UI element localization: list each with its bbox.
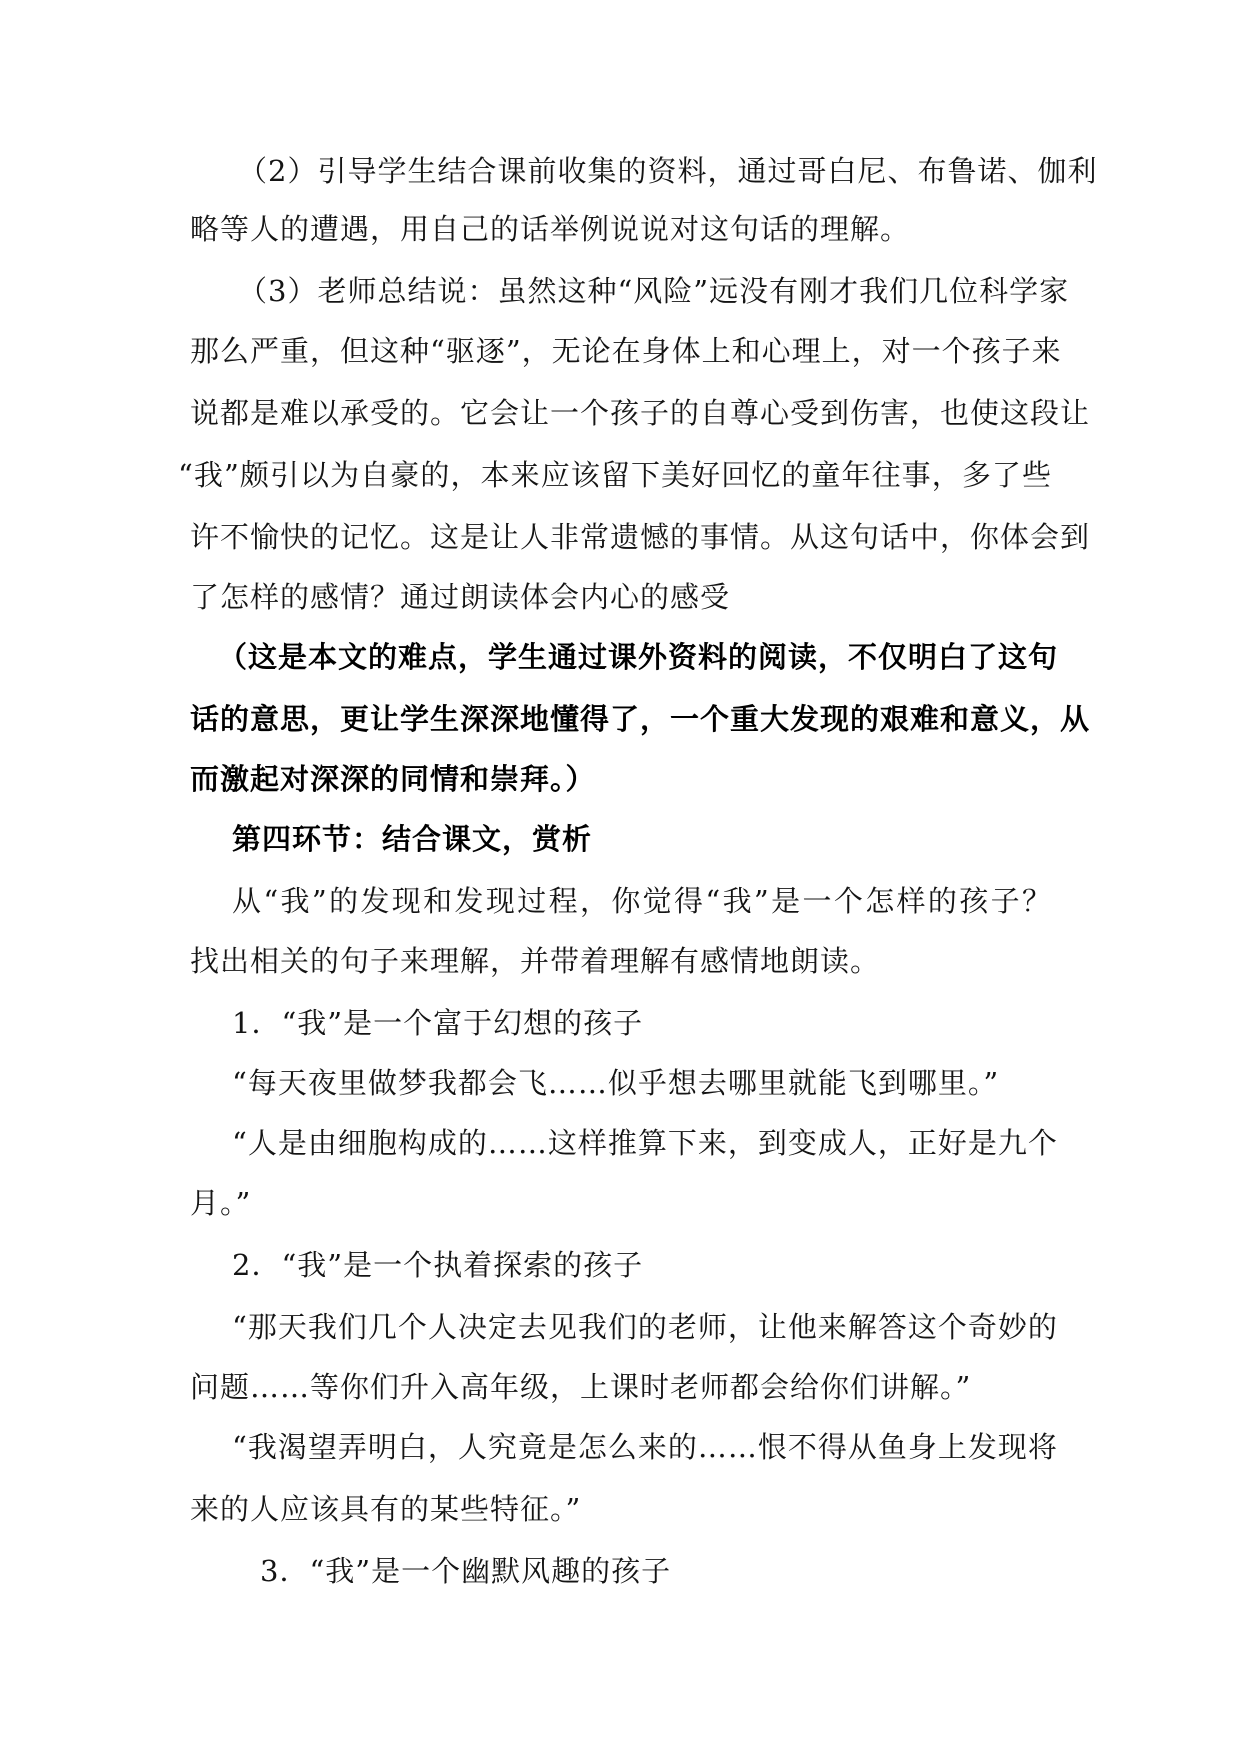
paragraph-line: （3）老师总结说：虽然这种“风险”远没有刚才我们几位科学家 [238,274,1070,308]
paragraph-line: 略等人的遭遇，用自己的话举例说说对这句话的理解。 [190,212,911,246]
quote-line: 来的人应该具有的某些特征。” [190,1492,582,1526]
list-item-heading: 3．“我”是一个幽默风趣的孩子 [260,1554,672,1588]
paragraph-line: 从“我”的发现和发现过程，你觉得“我”是一个怎样的孩子？ [232,884,1052,918]
paragraph-line: 找出相关的句子来理解，并带着理解有感情地朗读。 [190,944,881,978]
note-line: （这是本文的难点，学生通过课外资料的阅读，不仅明白了这句 [218,640,1059,674]
quote-line: “人是由细胞构成的……这样推算下来，到变成人，正好是九个 [232,1126,1058,1160]
quote-line: 问题……等你们升入高年级，上课时老师都会给你们讲解。” [190,1370,972,1404]
paragraph-line: 说都是难以承受的。它会让一个孩子的自尊心受到伤害，也使这段让 [190,396,1091,430]
quote-line: “我渴望弄明白，人究竟是怎么来的……恨不得从鱼身上发现将 [232,1430,1058,1464]
paragraph-line: 了怎样的感情？通过朗读体会内心的感受 [190,580,731,614]
paragraph-line: “我”颇引以为自豪的，本来应该留下美好回忆的童年往事，多了些 [178,458,1052,492]
section-heading: 第四环节：结合课文，赏析 [232,822,593,856]
paragraph-line: 许不愉快的记忆。这是让人非常遗憾的事情。从这句话中，你体会到 [190,520,1091,554]
list-item-heading: 1．“我”是一个富于幻想的孩子 [232,1006,644,1040]
paragraph-line: 那么严重，但这种“驱逐”，无论在身体上和心理上，对一个孩子来 [190,334,1062,368]
quote-line: 月。” [190,1186,252,1220]
list-item-heading: 2．“我”是一个执着探索的孩子 [232,1248,644,1282]
quote-line: “那天我们几个人决定去见我们的老师，让他来解答这个奇妙的 [232,1310,1058,1344]
note-line: 而激起对深深的同情和崇拜。） [190,762,596,796]
quote-line: “每天夜里做梦我都会飞……似乎想去哪里就能飞到哪里。” [232,1066,1000,1100]
paragraph-line: （2）引导学生结合课前收集的资料，通过哥白尼、布鲁诺、伽利 [238,154,1098,188]
note-line: 话的意思，更让学生深深地懂得了，一个重大发现的艰难和意义，从 [190,702,1091,736]
